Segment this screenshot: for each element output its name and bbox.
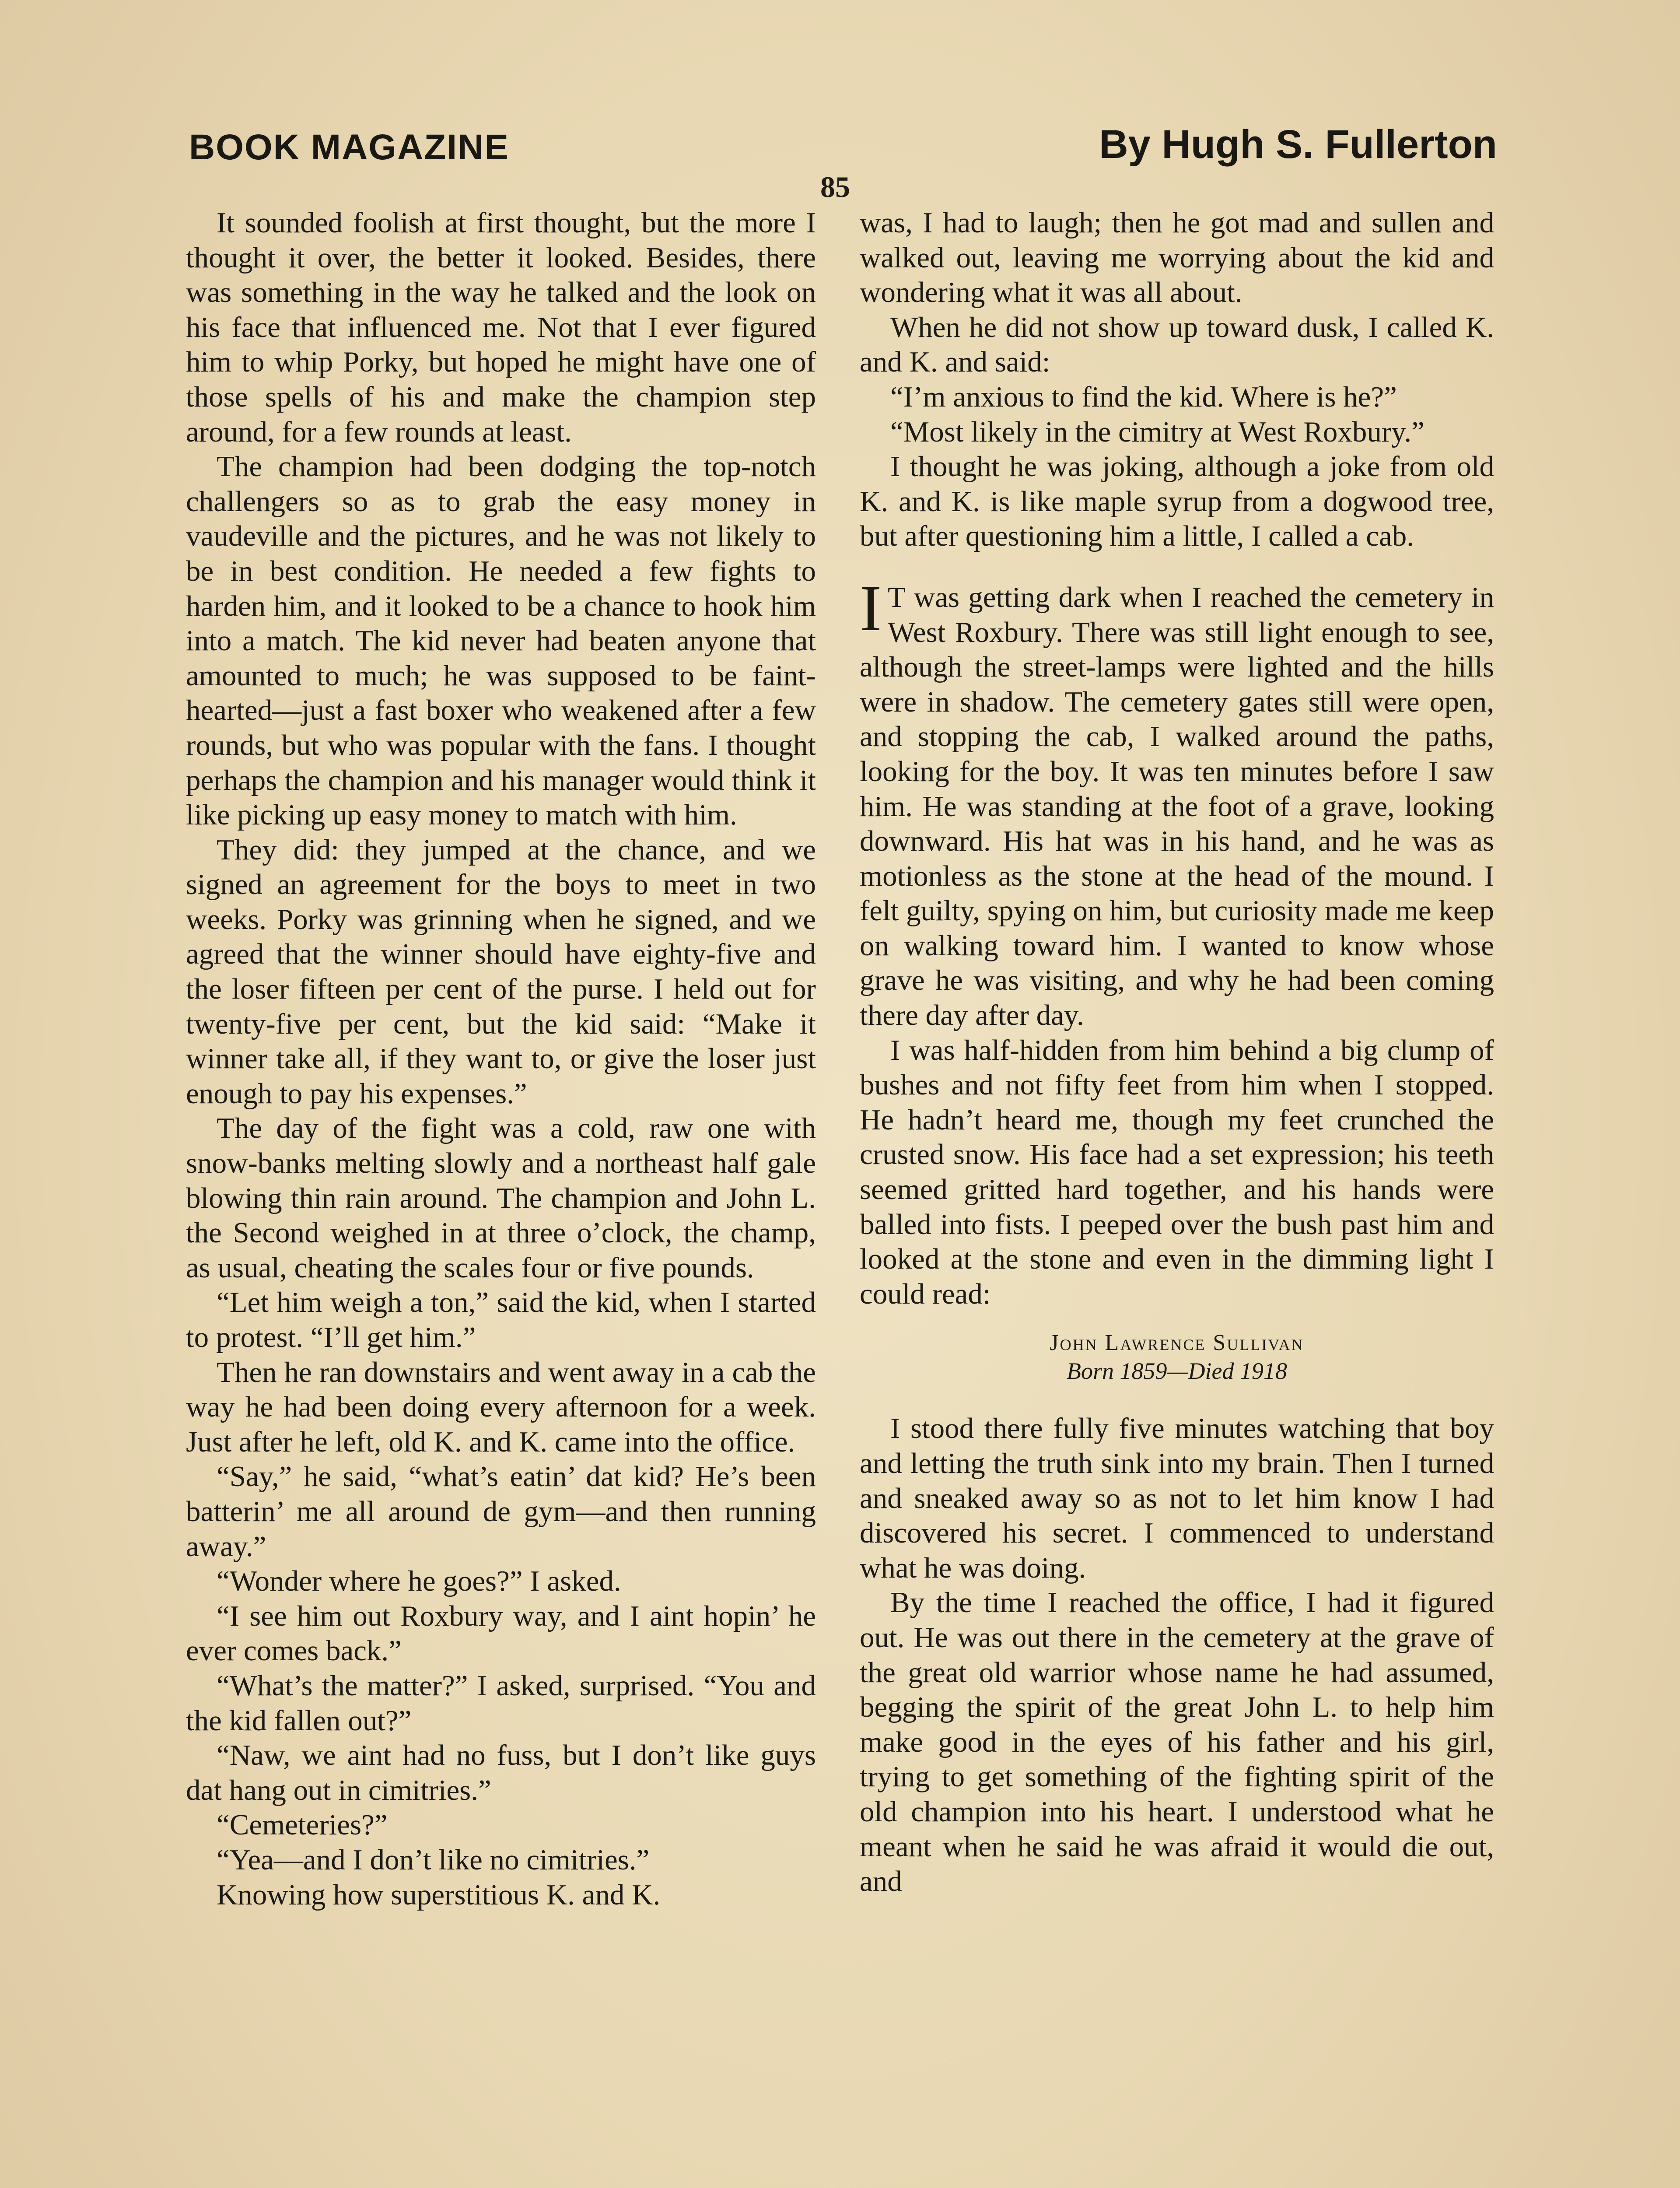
paragraph: “What’s the matter?” I asked, surprised. “You and the kid fallen out?” [186,1669,816,1737]
section-lead-text: T was getting dark when I reached the cemetery in West Roxbury. There was still light enough to see, although the street-lamps were lighted and the hills were in shadow. The cemetery gates still were open, and stopping the cab, I walked around the paths, looking for the boy. It was ten minutes before I saw him. He was standing at the foot of a grave, looking downward. His hat was in his hand, and he was as motionless as the stone at the head of the mound. I felt guilty, spying on him, but curiosity made me keep on walking toward him. I wanted to know whose grave he was visiting, and why he had been coming there day after day. [860,581,1494,1032]
paragraph: Then he ran downstairs and went away in a cab the way he had been doing every afternoon for a week. Just after he left, old K. and K. came into the office. [186,1356,816,1458]
paragraph: “Wonder where he goes?” I asked. [217,1565,621,1598]
paragraph: They did: they jumped at the chance, and we signed an agreement for the boys to meet in two weeks. Porky was grinning when he signed, and we agreed that the winner should have eighty-five and the loser fifteen per cent of the purse. I held out for twenty-five per cent, but the kid said: “Make it winner take all, if they want to, or give the loser just enough to pay his expenses.” [186,833,816,1110]
paragraph: The day of the fight was a cold, raw one with snow-banks melting slowly and a northeast half gale blowing thin rain around. The champion and John L. the Second weighed in at three o’clock, the champ, as usual, cheating the scales four or five pounds. [186,1112,816,1284]
epitaph-name: John Lawrence Sullivan [1050,1330,1304,1356]
section-opening-paragraph [860,572,1494,1033]
paragraph: “Yea—and I don’t like no cimitries.” [217,1843,650,1876]
drop-cap: I [860,572,882,645]
right-column [860,206,1494,1899]
paragraph: When he did not show up toward dusk, I called K. and K. and said: [860,311,1494,379]
paragraph: “Naw, we aint had no fuss, but I don’t like guys dat hang out in cimitries.” [186,1739,816,1806]
magazine-title: BOOK MAGAZINE [189,127,510,167]
paragraph: “I’m anxious to find the kid. Where is he?” [890,380,1397,413]
paragraph: “Let him weigh a ton,” said the kid, when I started to protest. “I’ll get him.” [186,1286,816,1353]
gravestone-inscription [860,1329,1494,1385]
epitaph-dates: Born 1859—Died 1918 [1067,1358,1287,1385]
paragraph: By the time I reached the office, I had it figured out. He was out there in the cemetery at the grave of the great old warrior whose name he had assumed, begging the spirit of the great John L. to help him make good in the eyes of his father and his girl, trying to get something of the fighting spirit of the old champion into his heart. I understood what he meant when he said he was afraid it would die out, and [860,1586,1494,1898]
paragraph: “Say,” he said, “what’s eatin’ dat kid? He’s been batterin’ me all around de gym—and then running away.” [186,1460,816,1563]
paragraph: “Most likely in the cimitry at West Roxbury.” [890,415,1424,448]
left-column [186,206,816,1912]
paragraph: I was half-hidden from him behind a big clump of bushes and not fifty feet from him when I stopped. He hadn’t heard me, though my feet crunched the crusted snow. His face had a set expression; his teeth seemed gritted hard together, and his hands were balled into fists. I peeped over the bush past him and looked at the stone and even in the dimming light I could read: [860,1034,1494,1310]
author-byline: By Hugh S. Fullerton [1099,122,1497,167]
paragraph: Knowing how superstitious K. and K. [217,1878,661,1911]
continued-paragraph: was, I had to laugh; then he got mad and sullen and walked out, leaving me worrying about the kid and wondering what it was all about. [860,207,1494,309]
paragraph: It sounded foolish at first thought, but the more I thought it over, the better it looked. Besides, there was something in the way he talked and the look on his face that influenced me. Not that I ever figured him to whip Porky, but hoped he might have one of those spells of his and make the champion step around, for a few rounds at least. [186,207,816,448]
paragraph: The champion had been dodging the top-notch challengers so as to grab the easy money in vaudeville and the pictures, and he was not likely to be in best condition. He needed a few fights to harden him, and it looked to be a chance to hook him into a match. The kid never had beaten anyone that amounted to much; he was supposed to be faint-hearted—just a fast boxer who weakened after a few rounds, but who was popular with the fans. I thought perhaps the champion and his manager would think it like picking up easy money to match with him. [186,450,816,831]
page-number: 85 [820,170,850,203]
paragraph: I stood there fully five minutes watching that boy and letting the truth sink into my brain. Then I turned and sneaked away so as not to let him know I had discovered his secret. I commenced to understand what he was doing. [860,1412,1494,1584]
paragraph: “I see him out Roxbury way, and I aint hopin’ he ever comes back.” [186,1599,816,1667]
paragraph: I thought he was joking, although a joke from old K. and K. is like maple syrup from a dogwood tree, but after questioning him a little, I called a cab. [860,450,1494,553]
paragraph: “Cemeteries?” [217,1809,388,1841]
